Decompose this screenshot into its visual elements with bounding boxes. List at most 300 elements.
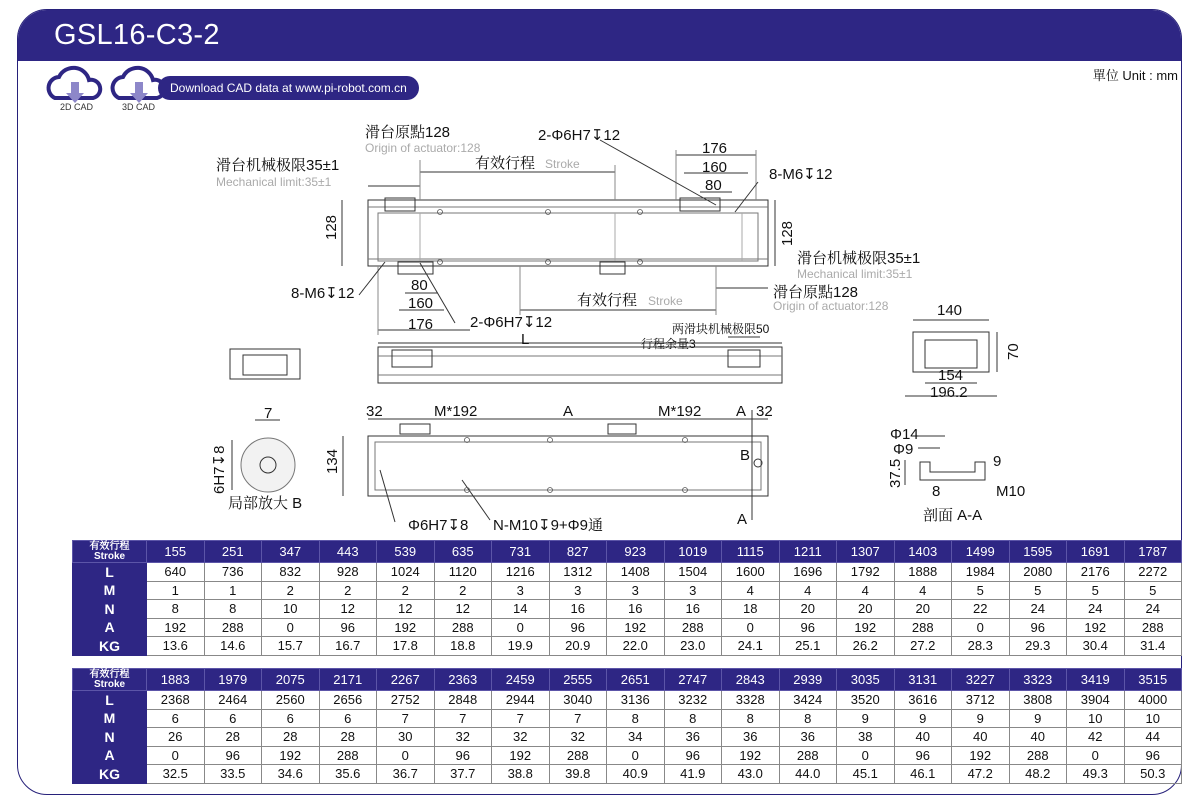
stroke-cell: 1115 xyxy=(722,541,780,563)
table-cell: 96 xyxy=(549,618,607,637)
dim-154: 154 xyxy=(938,367,964,384)
table-cell: 8 xyxy=(204,600,262,619)
table-cell: 32 xyxy=(492,728,550,747)
table-cell: 12 xyxy=(434,600,492,619)
table-cell: 9 xyxy=(837,709,895,728)
table-cell: 3 xyxy=(607,581,665,600)
table-cell: 4 xyxy=(722,581,780,600)
stroke-label-bottom: 有效行程 xyxy=(577,292,638,309)
dim-m192-right: M*192 xyxy=(658,403,702,420)
table-cell: 44.0 xyxy=(779,765,837,784)
table-cell: 1792 xyxy=(837,563,895,582)
table-cell: 36 xyxy=(664,728,722,747)
table-cell: 30 xyxy=(377,728,435,747)
table-cell: 7 xyxy=(492,709,550,728)
mech-limit-label-top: 滑台机械极限35±1 xyxy=(216,157,340,174)
table-cell: 192 xyxy=(377,618,435,637)
table-cell: 832 xyxy=(262,563,320,582)
m10-section: M10 xyxy=(996,483,1026,500)
table-cell: 14 xyxy=(492,600,550,619)
table-cell: 24 xyxy=(1124,600,1182,619)
dim-9-section: 9 xyxy=(993,453,1002,470)
3d-cad-label: 3D CAD xyxy=(122,102,156,112)
2d-cad-label: 2D CAD xyxy=(60,102,94,112)
table-cell: 7 xyxy=(377,709,435,728)
row-label: M xyxy=(73,709,147,728)
table-cell: 2 xyxy=(319,581,377,600)
table-cell: 1600 xyxy=(722,563,780,582)
stroke-cell: 3323 xyxy=(1009,669,1067,691)
stroke-row-label: 有效行程 Stroke xyxy=(73,669,147,691)
table-cell: 18 xyxy=(722,600,780,619)
dim-80-top: 80 xyxy=(705,177,722,194)
unit-label: 單位 Unit : mm xyxy=(1092,68,1178,83)
dim-80-bottom: 80 xyxy=(411,277,428,294)
stroke-label-top: 有效行程 xyxy=(475,155,536,172)
table-cell: 38.8 xyxy=(492,765,550,784)
table-row xyxy=(73,691,1182,710)
table-cell: 13.6 xyxy=(147,637,205,656)
table-cell: 192 xyxy=(607,618,665,637)
table-cell: 40 xyxy=(894,728,952,747)
table-cell: 0 xyxy=(262,618,320,637)
table-cell: 1408 xyxy=(607,563,665,582)
table-cell: 2560 xyxy=(262,691,320,710)
table-cell: 29.3 xyxy=(1009,637,1067,656)
table-cell: 288 xyxy=(779,746,837,765)
table-cell: 5 xyxy=(952,581,1010,600)
table-cell: 4 xyxy=(837,581,895,600)
stroke-cell: 347 xyxy=(262,541,320,563)
table-cell: 2464 xyxy=(204,691,262,710)
table-cell: 20 xyxy=(894,600,952,619)
table-cell: 3232 xyxy=(664,691,722,710)
table-cell: 0 xyxy=(147,746,205,765)
table-row xyxy=(73,618,1182,637)
table-cell: 1216 xyxy=(492,563,550,582)
table-cell: 48.2 xyxy=(1009,765,1067,784)
table-cell: 96 xyxy=(204,746,262,765)
table-cell: 44 xyxy=(1124,728,1182,747)
dim-7: 7 xyxy=(264,405,273,422)
table-row xyxy=(73,728,1182,747)
table-cell: 288 xyxy=(319,746,377,765)
table-cell: 2080 xyxy=(1009,563,1067,582)
table-cell: 14.6 xyxy=(204,637,262,656)
dim-176-top: 176 xyxy=(702,140,728,157)
table-cell: 12 xyxy=(319,600,377,619)
table-cell: 1 xyxy=(147,581,205,600)
table-cell: 49.3 xyxy=(1067,765,1125,784)
table-cell: 28 xyxy=(319,728,377,747)
table-cell: 2 xyxy=(434,581,492,600)
stroke-header-row xyxy=(73,669,1182,691)
table-cell: 36.7 xyxy=(377,765,435,784)
section-aa-profile xyxy=(920,462,985,480)
table-cell: 96 xyxy=(1009,618,1067,637)
table-cell: 16 xyxy=(549,600,607,619)
table-cell: 40 xyxy=(952,728,1010,747)
stroke-cell: 3035 xyxy=(837,669,895,691)
dim-37-5: 37.5 xyxy=(887,458,904,488)
table-cell: 9 xyxy=(952,709,1010,728)
table-cell: 20.9 xyxy=(549,637,607,656)
dim-L: L xyxy=(521,331,530,348)
stroke-cell: 731 xyxy=(492,541,550,563)
table-cell: 288 xyxy=(1124,618,1182,637)
table-cell: 1024 xyxy=(377,563,435,582)
table-cell: 2 xyxy=(377,581,435,600)
table-cell: 288 xyxy=(549,746,607,765)
row-label: KG xyxy=(73,765,147,784)
table-cell: 3 xyxy=(549,581,607,600)
table-cell: 28 xyxy=(204,728,262,747)
table-cell: 2272 xyxy=(1124,563,1182,582)
dim-a-right: A xyxy=(736,403,747,420)
stroke-cell: 443 xyxy=(319,541,377,563)
table-cell: 33.5 xyxy=(204,765,262,784)
dim-32-left: 32 xyxy=(366,403,383,420)
table-cell: 96 xyxy=(1124,746,1182,765)
table-cell: 3904 xyxy=(1067,691,1125,710)
table-cell: 1120 xyxy=(434,563,492,582)
table-cell: 40 xyxy=(1009,728,1067,747)
table-row xyxy=(73,600,1182,619)
row-label: M xyxy=(73,581,147,600)
table-cell: 10 xyxy=(1067,709,1125,728)
dim-70: 70 xyxy=(1005,343,1022,360)
dim-176-bottom: 176 xyxy=(408,316,434,333)
table-cell: 0 xyxy=(1067,746,1125,765)
detail-b-circle xyxy=(241,438,295,492)
table-cell: 3712 xyxy=(952,691,1010,710)
table-cell: 1888 xyxy=(894,563,952,582)
table-cell: 288 xyxy=(894,618,952,637)
table-cell: 8 xyxy=(147,600,205,619)
table-cell: 3616 xyxy=(894,691,952,710)
table-cell: 640 xyxy=(147,563,205,582)
table-cell: 20 xyxy=(779,600,837,619)
table-cell: 27.2 xyxy=(894,637,952,656)
table-cell: 5 xyxy=(1009,581,1067,600)
table-cell: 288 xyxy=(1009,746,1067,765)
table-cell: 36 xyxy=(722,728,780,747)
dim-160-top: 160 xyxy=(702,159,728,176)
table-cell: 18.8 xyxy=(434,637,492,656)
table-cell: 2752 xyxy=(377,691,435,710)
stroke-label-top-en: Stroke xyxy=(545,157,580,171)
section-aa-label: 剖面 A-A xyxy=(923,507,983,524)
table-cell: 192 xyxy=(722,746,780,765)
row-label: A xyxy=(73,746,147,765)
table-cell: 40.9 xyxy=(607,765,665,784)
table-cell: 32.5 xyxy=(147,765,205,784)
table-cell: 192 xyxy=(837,618,895,637)
table-cell: 50.3 xyxy=(1124,765,1182,784)
table-cell: 22 xyxy=(952,600,1010,619)
table-cell: 28 xyxy=(262,728,320,747)
phi6-hole-label: Φ6H7↧8 xyxy=(408,517,469,534)
dim-128-right: 128 xyxy=(779,220,796,246)
table-cell: 0 xyxy=(952,618,1010,637)
table-cell: 4 xyxy=(894,581,952,600)
table-cell: 47.2 xyxy=(952,765,1010,784)
origin-label-top-en: Origin of actuator:128 xyxy=(365,141,481,155)
stroke-cell: 2459 xyxy=(492,669,550,691)
table-cell: 9 xyxy=(1009,709,1067,728)
two-slider-limit: 两滑块机械极限50 xyxy=(672,322,770,336)
table-cell: 17.8 xyxy=(377,637,435,656)
stroke-cell: 1307 xyxy=(837,541,895,563)
dim-a-top: A xyxy=(563,403,574,420)
table-cell: 3 xyxy=(492,581,550,600)
table-cell: 35.6 xyxy=(319,765,377,784)
table-cell: 45.1 xyxy=(837,765,895,784)
table-cell: 12 xyxy=(377,600,435,619)
table-cell: 8 xyxy=(607,709,665,728)
table-row xyxy=(73,709,1182,728)
spec-table-1 xyxy=(72,540,1182,656)
detail-b-label: 局部放大 B xyxy=(228,495,303,512)
table-cell: 8 xyxy=(779,709,837,728)
origin-label-bottom-en: Origin of actuator:128 xyxy=(773,299,889,313)
table-cell: 3808 xyxy=(1009,691,1067,710)
origin-label-bottom: 滑台原點128 xyxy=(773,284,859,301)
table-cell: 9 xyxy=(894,709,952,728)
table-cell: 192 xyxy=(492,746,550,765)
table-cell: 3040 xyxy=(549,691,607,710)
dim-160-bottom: 160 xyxy=(408,295,434,312)
table-cell: 46.1 xyxy=(894,765,952,784)
pin-hole-label-top: 2-Φ6H7↧12 xyxy=(538,127,621,144)
table-cell: 6 xyxy=(262,709,320,728)
table-cell: 0 xyxy=(492,618,550,637)
row-label: A xyxy=(73,618,147,637)
table-cell: 1312 xyxy=(549,563,607,582)
stroke-cell: 2267 xyxy=(377,669,435,691)
table-cell: 2944 xyxy=(492,691,550,710)
table-cell: 16 xyxy=(664,600,722,619)
row-label: N xyxy=(73,728,147,747)
table-cell: 16.7 xyxy=(319,637,377,656)
table-cell: 2176 xyxy=(1067,563,1125,582)
table-cell: 8 xyxy=(664,709,722,728)
m10-hole-label: N-M10↧9+Φ9通 xyxy=(493,517,603,534)
tap-hole-label-top: 8-M6↧12 xyxy=(769,166,833,183)
table-cell: 1504 xyxy=(664,563,722,582)
table-cell: 4 xyxy=(779,581,837,600)
table-cell: 39.8 xyxy=(549,765,607,784)
table-cell: 7 xyxy=(549,709,607,728)
table-cell: 288 xyxy=(664,618,722,637)
table-cell: 32 xyxy=(434,728,492,747)
stroke-cell: 2939 xyxy=(779,669,837,691)
stroke-cell: 251 xyxy=(204,541,262,563)
top-view-body xyxy=(368,200,768,266)
dim-m192-left: M*192 xyxy=(434,403,478,420)
table-cell: 26 xyxy=(147,728,205,747)
table-cell: 192 xyxy=(1067,618,1125,637)
table-cell: 43.0 xyxy=(722,765,780,784)
table-cell: 736 xyxy=(204,563,262,582)
table-cell: 288 xyxy=(204,618,262,637)
table-cell: 7 xyxy=(434,709,492,728)
page-title: GSL16-C3-2 xyxy=(54,19,220,51)
table-cell: 20 xyxy=(837,600,895,619)
table-cell: 96 xyxy=(894,746,952,765)
table-cell: 24.1 xyxy=(722,637,780,656)
table-cell: 3136 xyxy=(607,691,665,710)
download-cad-link[interactable]: Download CAD data at www.pi-robot.com.cn xyxy=(158,76,419,100)
stroke-cell: 635 xyxy=(434,541,492,563)
dim-140: 140 xyxy=(937,302,963,319)
origin-label-top: 滑台原點128 xyxy=(365,124,451,141)
table-cell: 192 xyxy=(147,618,205,637)
table-cell: 34 xyxy=(607,728,665,747)
row-label: L xyxy=(73,563,147,582)
table-cell: 34.6 xyxy=(262,765,320,784)
table-cell: 24 xyxy=(1009,600,1067,619)
mech-limit-label-bottom: 滑台机械极限35±1 xyxy=(797,250,921,267)
stroke-cell: 1691 xyxy=(1067,541,1125,563)
table-cell: 0 xyxy=(377,746,435,765)
label-a-bottom: A xyxy=(737,511,748,528)
stroke-cell: 1019 xyxy=(664,541,722,563)
stroke-cell: 2171 xyxy=(319,669,377,691)
bottom-view-body xyxy=(368,436,768,496)
table-cell: 2848 xyxy=(434,691,492,710)
mech-limit-label-bottom-en: Mechanical limit:35±1 xyxy=(797,267,913,281)
stroke-cell: 2651 xyxy=(607,669,665,691)
stroke-cell: 539 xyxy=(377,541,435,563)
table-cell: 26.2 xyxy=(837,637,895,656)
table-cell: 1696 xyxy=(779,563,837,582)
table-cell: 192 xyxy=(262,746,320,765)
table-cell: 3520 xyxy=(837,691,895,710)
row-label: KG xyxy=(73,637,147,656)
table-cell: 30.4 xyxy=(1067,637,1125,656)
table-cell: 31.4 xyxy=(1124,637,1182,656)
table-cell: 96 xyxy=(779,618,837,637)
stroke-cell: 1211 xyxy=(779,541,837,563)
table-cell: 6 xyxy=(204,709,262,728)
row-label: N xyxy=(73,600,147,619)
spec-table-2 xyxy=(72,668,1182,784)
table-cell: 5 xyxy=(1067,581,1125,600)
table-cell: 192 xyxy=(952,746,1010,765)
table-cell: 23.0 xyxy=(664,637,722,656)
stroke-cell: 3515 xyxy=(1124,669,1182,691)
table-cell: 42 xyxy=(1067,728,1125,747)
table-cell: 28.3 xyxy=(952,637,1010,656)
table-cell: 2656 xyxy=(319,691,377,710)
dim-196: 196.2 xyxy=(930,384,968,401)
stroke-cell: 1499 xyxy=(952,541,1010,563)
table-cell: 24 xyxy=(1067,600,1125,619)
dim-128-left: 128 xyxy=(323,214,340,240)
table-row xyxy=(73,637,1182,656)
table-cell: 6 xyxy=(319,709,377,728)
stroke-margin: 行程余量3 xyxy=(641,337,696,351)
stroke-row-label: 有效行程 Stroke xyxy=(73,541,147,563)
table-row xyxy=(73,581,1182,600)
table-row xyxy=(73,746,1182,765)
stroke-cell: 1403 xyxy=(894,541,952,563)
label-b: B xyxy=(740,447,751,464)
table-cell: 96 xyxy=(664,746,722,765)
table-cell: 3 xyxy=(664,581,722,600)
table-row xyxy=(73,765,1182,784)
stroke-cell: 2843 xyxy=(722,669,780,691)
stroke-cell: 1595 xyxy=(1009,541,1067,563)
table-cell: 10 xyxy=(1124,709,1182,728)
table-cell: 6 xyxy=(147,709,205,728)
table-cell: 41.9 xyxy=(664,765,722,784)
stroke-cell: 1883 xyxy=(147,669,205,691)
dim-32-right: 32 xyxy=(756,403,773,420)
row-label: L xyxy=(73,691,147,710)
table-cell: 928 xyxy=(319,563,377,582)
stroke-cell: 923 xyxy=(607,541,665,563)
table-cell: 96 xyxy=(434,746,492,765)
mech-limit-label-top-en: Mechanical limit:35±1 xyxy=(216,175,332,189)
dim-8-section: 8 xyxy=(932,483,941,500)
table-cell: 37.7 xyxy=(434,765,492,784)
table-cell: 0 xyxy=(607,746,665,765)
table-cell: 3424 xyxy=(779,691,837,710)
dim-6h7: 6H7↧8 xyxy=(211,445,228,494)
stroke-cell: 2363 xyxy=(434,669,492,691)
table-cell: 96 xyxy=(319,618,377,637)
end-view-right xyxy=(913,332,989,372)
table-cell: 19.9 xyxy=(492,637,550,656)
stroke-cell: 155 xyxy=(147,541,205,563)
table-cell: 38 xyxy=(837,728,895,747)
stroke-label-bottom-en: Stroke xyxy=(648,294,683,308)
table-cell: 25.1 xyxy=(779,637,837,656)
table-cell: 3328 xyxy=(722,691,780,710)
table-cell: 10 xyxy=(262,600,320,619)
table-cell: 22.0 xyxy=(607,637,665,656)
table-cell: 288 xyxy=(434,618,492,637)
pin-hole-label-bottom: 2-Φ6H7↧12 xyxy=(470,314,553,331)
table-cell: 36 xyxy=(779,728,837,747)
stroke-cell: 2075 xyxy=(262,669,320,691)
stroke-cell: 1787 xyxy=(1124,541,1182,563)
stroke-cell: 827 xyxy=(549,541,607,563)
table-cell: 15.7 xyxy=(262,637,320,656)
table-cell: 0 xyxy=(722,618,780,637)
side-view-body xyxy=(378,347,782,383)
table-cell: 1 xyxy=(204,581,262,600)
stroke-cell: 1979 xyxy=(204,669,262,691)
table-cell: 5 xyxy=(1124,581,1182,600)
table-cell: 2 xyxy=(262,581,320,600)
table-cell: 4000 xyxy=(1124,691,1182,710)
stroke-cell: 3419 xyxy=(1067,669,1125,691)
table-cell: 32 xyxy=(549,728,607,747)
table-row xyxy=(73,563,1182,582)
stroke-cell: 3227 xyxy=(952,669,1010,691)
table-cell: 16 xyxy=(607,600,665,619)
tap-hole-label-bottom: 8-M6↧12 xyxy=(291,285,355,302)
stroke-cell: 2555 xyxy=(549,669,607,691)
phi14-label: Φ14 xyxy=(890,426,919,443)
table-cell: 0 xyxy=(837,746,895,765)
table-cell: 2368 xyxy=(147,691,205,710)
table-cell: 8 xyxy=(722,709,780,728)
dim-134: 134 xyxy=(324,448,341,474)
